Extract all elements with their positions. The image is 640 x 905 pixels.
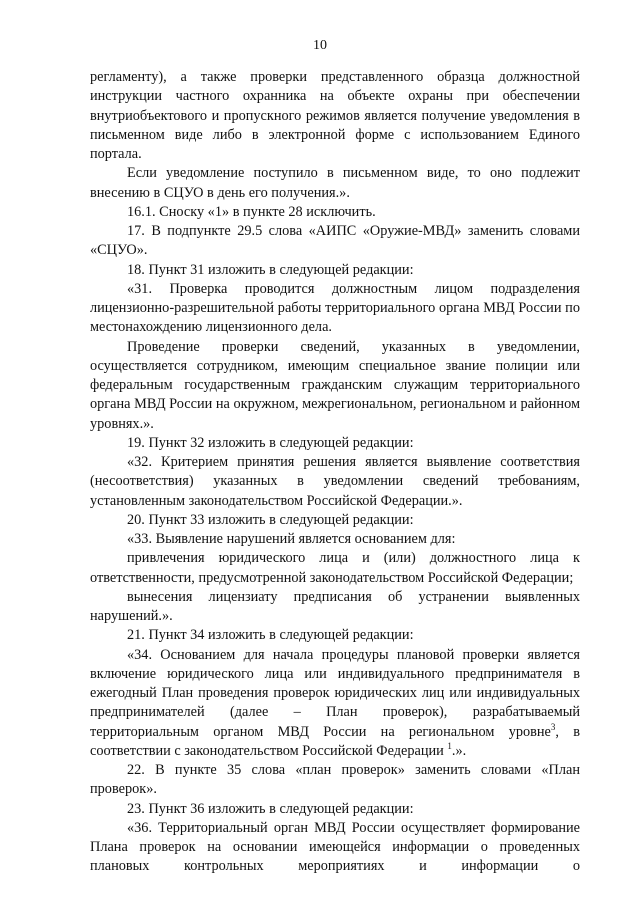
paragraph: «32. Критерием принятия решения является выявление соответствия (несоответствия) указанных в уведомлении сведений требованиям, установленным законодательством Российской Федерации.». — [90, 454, 580, 509]
paragraph: 22. В пункте 35 слова «план проверок» заменить словами «План проверок». — [90, 762, 580, 798]
paragraph-text: .». — [451, 742, 467, 759]
paragraph: 20. Пункт 33 изложить в следующей редакции: — [127, 511, 414, 528]
paragraph: Если уведомление поступило в письменном виде, то оно подлежит внесению в СЦУО в день его получения.». — [90, 165, 580, 201]
paragraph: 21. Пункт 34 изложить в следующей редакции: — [127, 627, 414, 644]
paragraph: 16.1. Сноску «1» в пункте 28 исключить. — [127, 203, 376, 220]
paragraph: «33. Выявление нарушений является основанием для: — [127, 531, 456, 547]
paragraph: привлечения юридического лица и (или) должностного лица к ответственности, предусмотренной законодательством Российской Федерации; — [90, 550, 580, 586]
paragraph: 23. Пункт 36 изложить в следующей редакции: — [127, 800, 414, 817]
paragraph-text: «34. Основанием для начала процедуры плановой проверки является включение юридического лица или индивидуального предпринимателя в ежегодный План проведения проверок юридических лиц или индивидуальных предпринимателей (далее – План проверок), разрабатываемый территориальным органом МВД России на региональном уровне — [90, 646, 580, 740]
paragraph: «36. Территориальный орган МВД России осуществляет формирование Плана проверок на основании имеющейся информации о проведенных плановых контрольных мероприятиях и информации о — [90, 819, 580, 875]
paragraph: 18. Пункт 31 изложить в следующей редакции: — [127, 261, 414, 278]
footnote-ref: 1 — [447, 740, 452, 751]
paragraph: Проведение проверки сведений, указанных в уведомлении, осуществляется сотрудником, имеющим специальное звание полиции или федеральным государственным гражданским служащим территориального органа МВД России на окружном, межрегиональном, региональном и районном уровнях.». — [90, 338, 580, 432]
paragraph: «31. Проверка проводится должностным лицом подразделения лицензионно-разрешительной работы территориального органа МВД России по местонахождению лицензионного дела. — [90, 280, 580, 336]
paragraph: 19. Пункт 32 изложить в следующей редакции: — [127, 434, 414, 451]
paragraph — [90, 646, 580, 762]
document-body — [90, 68, 580, 877]
footnote-ref: 3 — [550, 721, 556, 732]
paragraph-text: , в соответствии с законодательством Российской Федерации — [90, 723, 580, 759]
paragraph: 17. В подпункте 29.5 слова «АИПС «Оружие-МВД» заменить словами «СЦУО». — [90, 223, 580, 259]
paragraph: регламенту), а также проверки представленного образца должностной инструкции частного охранника на объекте охраны при обеспечении внутриобъектового и пропускного режимов является получение уведомления в письменном виде либо в электронной форме с использованием Единого портала. — [90, 69, 580, 162]
page-number: 10 — [313, 38, 327, 53]
paragraph: вынесения лицензиату предписания об устранении выявленных нарушений.». — [90, 588, 580, 624]
